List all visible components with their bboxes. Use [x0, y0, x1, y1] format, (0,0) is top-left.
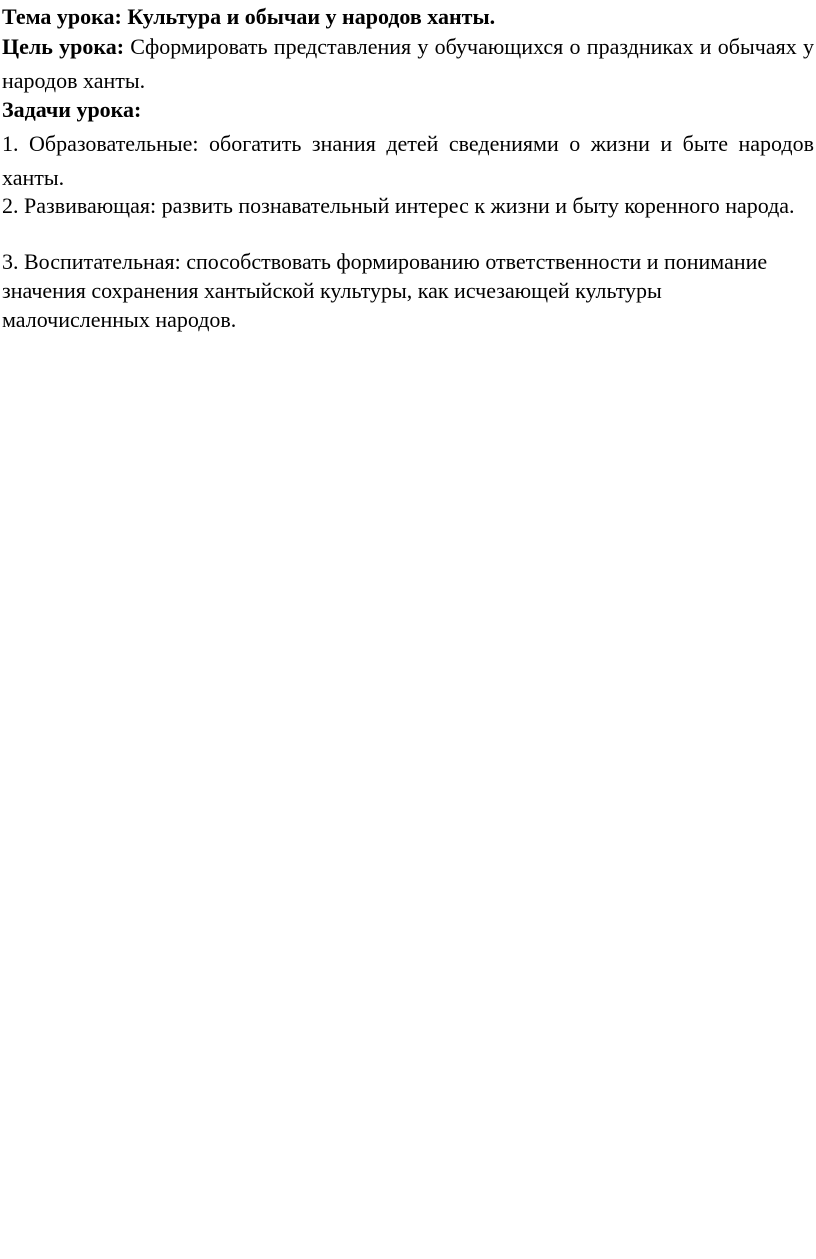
lesson-topic — [2, 2, 814, 31]
lesson-goal — [2, 30, 814, 98]
task-item-developmental: 2. Развивающая: развить познавательный интерес к жизни и быту коренного народа. — [2, 193, 795, 218]
lesson-tasks-heading: Задачи урока: — [2, 97, 142, 122]
lesson-goal-text: Сформировать представления у обучающихся о праздниках и обычаях у народов ханты. — [2, 34, 814, 93]
lesson-goal-label: Цель урока: — [2, 34, 125, 59]
lesson-topic-text: Культура и обычаи у народов ханты. — [121, 4, 496, 29]
lesson-topic-label: Тема урока: — [2, 4, 122, 29]
task-item-upbringing: 3. Воспитательная: способствовать формированию ответственности и понимание значения сохранения хантыйской культуры, как исчезающей культуры малочисленных народов. — [2, 249, 768, 332]
task-item-educational: 1. Образовательные: обогатить знания детей сведениями о жизни и быте народов ханты. — [2, 131, 814, 190]
